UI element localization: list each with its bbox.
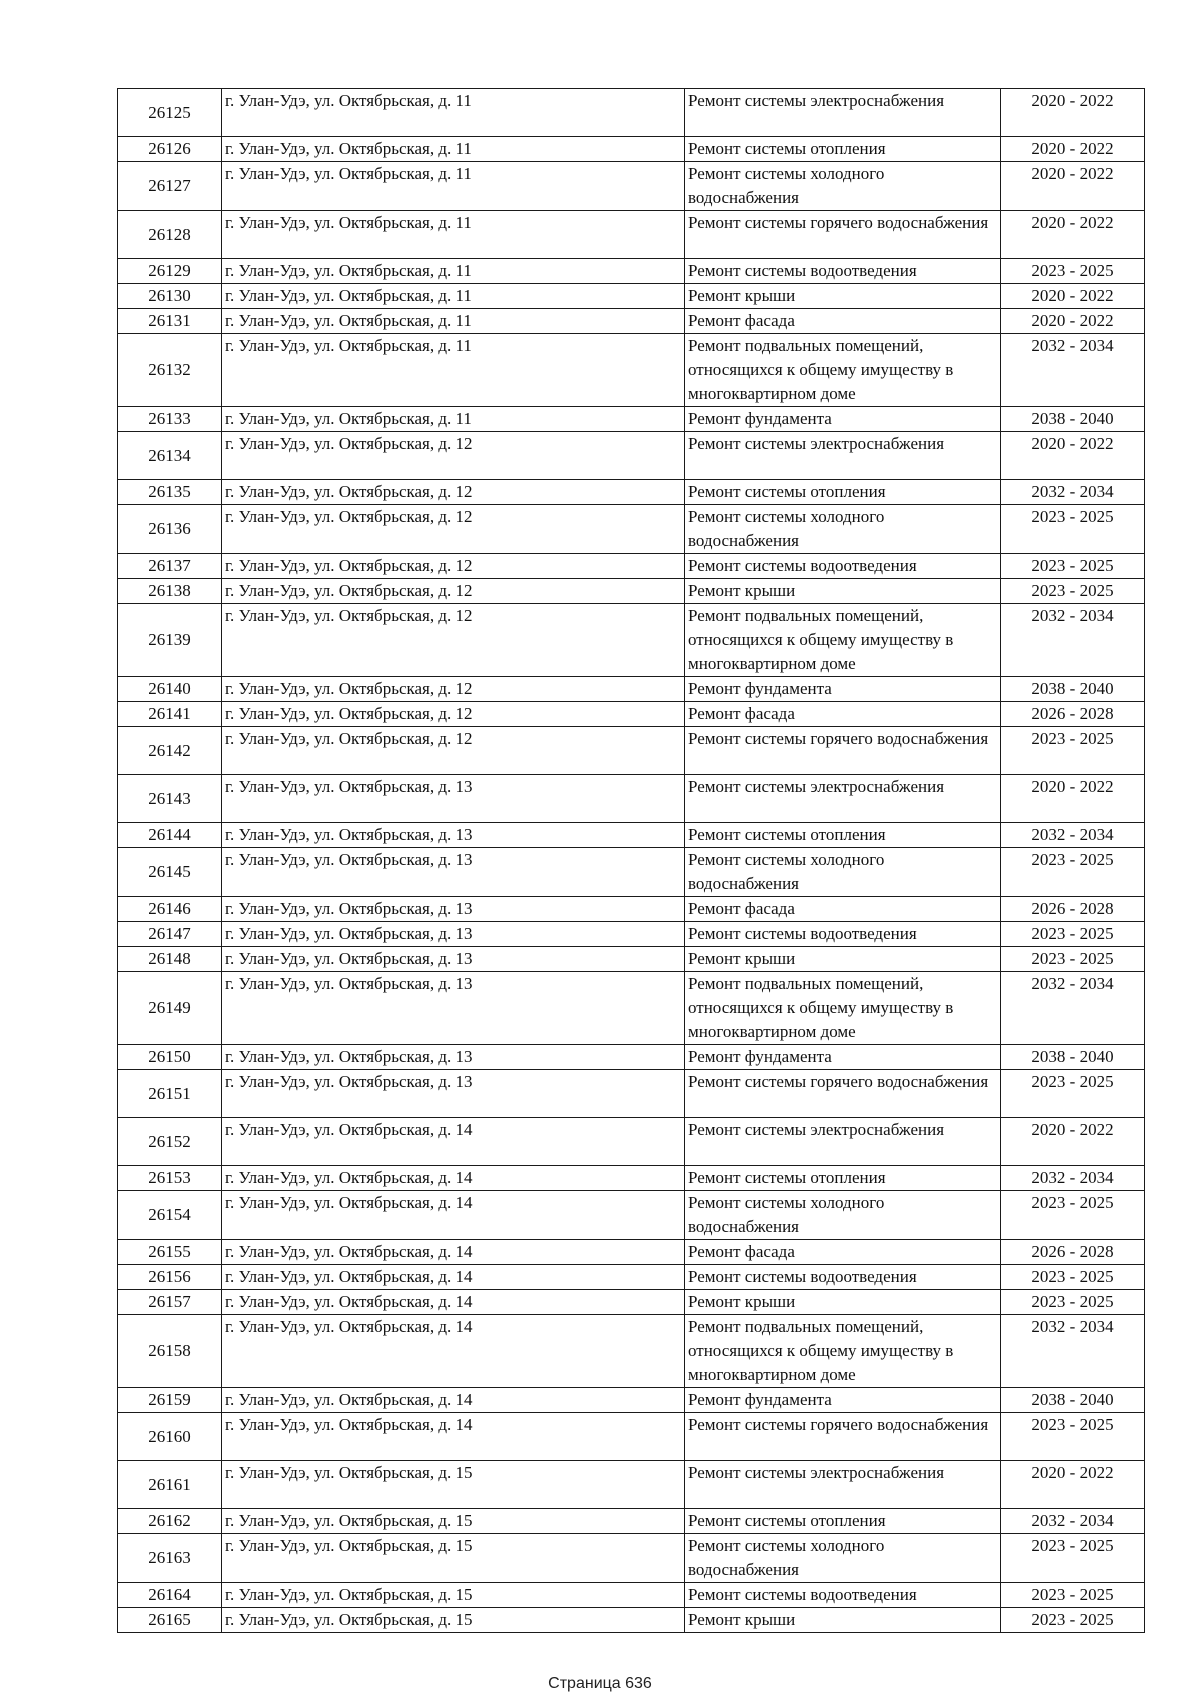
work-type-cell: Ремонт системы отопления — [685, 137, 1001, 162]
row-id-cell: 26152 — [118, 1118, 222, 1166]
work-type-cell: Ремонт системы горячего водоснабжения — [685, 211, 1001, 259]
address-cell: г. Улан-Удэ, ул. Октябрьская, д. 15 — [222, 1509, 685, 1534]
repair-schedule-table — [117, 88, 1145, 1633]
work-type-cell: Ремонт фундамента — [685, 1045, 1001, 1070]
work-type-cell: Ремонт крыши — [685, 284, 1001, 309]
work-type-cell: Ремонт системы электроснабжения — [685, 1461, 1001, 1509]
period-cell: 2023 - 2025 — [1001, 1608, 1145, 1633]
period-cell: 2020 - 2022 — [1001, 284, 1145, 309]
address-cell: г. Улан-Удэ, ул. Октябрьская, д. 13 — [222, 947, 685, 972]
work-type-cell: Ремонт системы водоотведения — [685, 1583, 1001, 1608]
work-type-cell: Ремонт подвальных помещений, относящихся к общему имуществу в многоквартирном доме — [685, 334, 1001, 407]
period-cell: 2023 - 2025 — [1001, 1265, 1145, 1290]
period-cell: 2023 - 2025 — [1001, 922, 1145, 947]
address-cell: г. Улан-Удэ, ул. Октябрьская, д. 11 — [222, 89, 685, 137]
row-id-cell: 26132 — [118, 334, 222, 407]
address-cell: г. Улан-Удэ, ул. Октябрьская, д. 13 — [222, 823, 685, 848]
row-id-cell: 26128 — [118, 211, 222, 259]
work-type-cell: Ремонт крыши — [685, 1290, 1001, 1315]
table-row — [118, 972, 1145, 1045]
period-cell: 2023 - 2025 — [1001, 554, 1145, 579]
row-id-cell: 26149 — [118, 972, 222, 1045]
period-cell: 2023 - 2025 — [1001, 1534, 1145, 1583]
period-cell: 2023 - 2025 — [1001, 1191, 1145, 1240]
row-id-cell: 26163 — [118, 1534, 222, 1583]
period-cell: 2023 - 2025 — [1001, 727, 1145, 775]
table-row — [118, 505, 1145, 554]
work-type-cell: Ремонт системы отопления — [685, 1166, 1001, 1191]
work-type-cell: Ремонт фасада — [685, 309, 1001, 334]
period-cell: 2032 - 2034 — [1001, 334, 1145, 407]
table-row — [118, 1166, 1145, 1191]
row-id-cell: 26159 — [118, 1388, 222, 1413]
row-id-cell: 26139 — [118, 604, 222, 677]
period-cell: 2026 - 2028 — [1001, 702, 1145, 727]
period-cell: 2038 - 2040 — [1001, 1388, 1145, 1413]
work-type-cell: Ремонт системы электроснабжения — [685, 1118, 1001, 1166]
row-id-cell: 26133 — [118, 407, 222, 432]
address-cell: г. Улан-Удэ, ул. Октябрьская, д. 12 — [222, 505, 685, 554]
work-type-cell: Ремонт системы горячего водоснабжения — [685, 1413, 1001, 1461]
address-cell: г. Улан-Удэ, ул. Октябрьская, д. 11 — [222, 137, 685, 162]
address-cell: г. Улан-Удэ, ул. Октябрьская, д. 14 — [222, 1166, 685, 1191]
address-cell: г. Улан-Удэ, ул. Октябрьская, д. 13 — [222, 1045, 685, 1070]
row-id-cell: 26164 — [118, 1583, 222, 1608]
work-type-cell: Ремонт фасада — [685, 1240, 1001, 1265]
row-id-cell: 26125 — [118, 89, 222, 137]
address-cell: г. Улан-Удэ, ул. Октябрьская, д. 13 — [222, 775, 685, 823]
row-id-cell: 26134 — [118, 432, 222, 480]
table-row — [118, 554, 1145, 579]
row-id-cell: 26150 — [118, 1045, 222, 1070]
period-cell: 2038 - 2040 — [1001, 1045, 1145, 1070]
row-id-cell: 26154 — [118, 1191, 222, 1240]
work-type-cell: Ремонт системы отопления — [685, 1509, 1001, 1534]
work-type-cell: Ремонт системы холодного водоснабжения — [685, 1534, 1001, 1583]
work-type-cell: Ремонт системы холодного водоснабжения — [685, 848, 1001, 897]
table-row — [118, 1290, 1145, 1315]
period-cell: 2032 - 2034 — [1001, 1166, 1145, 1191]
period-cell: 2026 - 2028 — [1001, 1240, 1145, 1265]
address-cell: г. Улан-Удэ, ул. Октябрьская, д. 14 — [222, 1290, 685, 1315]
row-id-cell: 26148 — [118, 947, 222, 972]
address-cell: г. Улан-Удэ, ул. Октябрьская, д. 11 — [222, 309, 685, 334]
table-row — [118, 432, 1145, 480]
address-cell: г. Улан-Удэ, ул. Октябрьская, д. 12 — [222, 554, 685, 579]
table-row — [118, 407, 1145, 432]
row-id-cell: 26146 — [118, 897, 222, 922]
work-type-cell: Ремонт системы отопления — [685, 480, 1001, 505]
address-cell: г. Улан-Удэ, ул. Октябрьская, д. 12 — [222, 677, 685, 702]
address-cell: г. Улан-Удэ, ул. Октябрьская, д. 14 — [222, 1265, 685, 1290]
work-type-cell: Ремонт крыши — [685, 579, 1001, 604]
period-cell: 2023 - 2025 — [1001, 579, 1145, 604]
work-type-cell: Ремонт подвальных помещений, относящихся к общему имуществу в многоквартирном доме — [685, 604, 1001, 677]
table-row — [118, 1509, 1145, 1534]
address-cell: г. Улан-Удэ, ул. Октябрьская, д. 15 — [222, 1461, 685, 1509]
table-row — [118, 211, 1145, 259]
period-cell: 2020 - 2022 — [1001, 137, 1145, 162]
address-cell: г. Улан-Удэ, ул. Октябрьская, д. 11 — [222, 211, 685, 259]
table-row — [118, 727, 1145, 775]
table-row — [118, 1070, 1145, 1118]
address-cell: г. Улан-Удэ, ул. Октябрьская, д. 11 — [222, 334, 685, 407]
table-row — [118, 259, 1145, 284]
period-cell: 2032 - 2034 — [1001, 972, 1145, 1045]
work-type-cell: Ремонт подвальных помещений, относящихся к общему имуществу в многоквартирном доме — [685, 972, 1001, 1045]
address-cell: г. Улан-Удэ, ул. Октябрьская, д. 14 — [222, 1191, 685, 1240]
address-cell: г. Улан-Удэ, ул. Октябрьская, д. 12 — [222, 702, 685, 727]
period-cell: 2038 - 2040 — [1001, 677, 1145, 702]
address-cell: г. Улан-Удэ, ул. Октябрьская, д. 15 — [222, 1583, 685, 1608]
work-type-cell: Ремонт системы водоотведения — [685, 1265, 1001, 1290]
table-row — [118, 162, 1145, 211]
table-row — [118, 1315, 1145, 1388]
address-cell: г. Улан-Удэ, ул. Октябрьская, д. 15 — [222, 1608, 685, 1633]
address-cell: г. Улан-Удэ, ул. Октябрьская, д. 14 — [222, 1388, 685, 1413]
address-cell: г. Улан-Удэ, ул. Октябрьская, д. 11 — [222, 284, 685, 309]
address-cell: г. Улан-Удэ, ул. Октябрьская, д. 11 — [222, 162, 685, 211]
period-cell: 2020 - 2022 — [1001, 775, 1145, 823]
work-type-cell: Ремонт системы холодного водоснабжения — [685, 1191, 1001, 1240]
table-row — [118, 284, 1145, 309]
period-cell: 2032 - 2034 — [1001, 604, 1145, 677]
period-cell: 2020 - 2022 — [1001, 432, 1145, 480]
period-cell: 2023 - 2025 — [1001, 505, 1145, 554]
address-cell: г. Улан-Удэ, ул. Октябрьская, д. 12 — [222, 480, 685, 505]
period-cell: 2023 - 2025 — [1001, 1583, 1145, 1608]
table-row — [118, 1191, 1145, 1240]
work-type-cell: Ремонт системы горячего водоснабжения — [685, 1070, 1001, 1118]
table-row — [118, 702, 1145, 727]
period-cell: 2038 - 2040 — [1001, 407, 1145, 432]
table-row — [118, 1118, 1145, 1166]
row-id-cell: 26127 — [118, 162, 222, 211]
table-row — [118, 1583, 1145, 1608]
work-type-cell: Ремонт фасада — [685, 702, 1001, 727]
period-cell: 2020 - 2022 — [1001, 1461, 1145, 1509]
work-type-cell: Ремонт системы водоотведения — [685, 554, 1001, 579]
table-row — [118, 775, 1145, 823]
row-id-cell: 26143 — [118, 775, 222, 823]
period-cell: 2023 - 2025 — [1001, 947, 1145, 972]
period-cell: 2032 - 2034 — [1001, 1509, 1145, 1534]
table-row — [118, 823, 1145, 848]
address-cell: г. Улан-Удэ, ул. Октябрьская, д. 12 — [222, 604, 685, 677]
table-row — [118, 579, 1145, 604]
row-id-cell: 26129 — [118, 259, 222, 284]
work-type-cell: Ремонт системы электроснабжения — [685, 775, 1001, 823]
work-type-cell: Ремонт системы горячего водоснабжения — [685, 727, 1001, 775]
period-cell: 2020 - 2022 — [1001, 89, 1145, 137]
address-cell: г. Улан-Удэ, ул. Октябрьская, д. 15 — [222, 1534, 685, 1583]
table-body — [118, 89, 1145, 1633]
table-row — [118, 922, 1145, 947]
row-id-cell: 26131 — [118, 309, 222, 334]
period-cell: 2023 - 2025 — [1001, 1070, 1145, 1118]
row-id-cell: 26144 — [118, 823, 222, 848]
address-cell: г. Улан-Удэ, ул. Октябрьская, д. 14 — [222, 1118, 685, 1166]
period-cell: 2032 - 2034 — [1001, 823, 1145, 848]
row-id-cell: 26161 — [118, 1461, 222, 1509]
table-row — [118, 1045, 1145, 1070]
work-type-cell: Ремонт фасада — [685, 897, 1001, 922]
row-id-cell: 26142 — [118, 727, 222, 775]
period-cell: 2023 - 2025 — [1001, 259, 1145, 284]
address-cell: г. Улан-Удэ, ул. Октябрьская, д. 13 — [222, 848, 685, 897]
table-row — [118, 1608, 1145, 1633]
period-cell: 2023 - 2025 — [1001, 1413, 1145, 1461]
row-id-cell: 26136 — [118, 505, 222, 554]
table-row — [118, 604, 1145, 677]
address-cell: г. Улан-Удэ, ул. Октябрьская, д. 14 — [222, 1413, 685, 1461]
address-cell: г. Улан-Удэ, ул. Октябрьская, д. 12 — [222, 579, 685, 604]
table-row — [118, 480, 1145, 505]
table-row — [118, 947, 1145, 972]
row-id-cell: 26137 — [118, 554, 222, 579]
period-cell: 2032 - 2034 — [1001, 1315, 1145, 1388]
period-cell: 2020 - 2022 — [1001, 309, 1145, 334]
address-cell: г. Улан-Удэ, ул. Октябрьская, д. 12 — [222, 432, 685, 480]
address-cell: г. Улан-Удэ, ул. Октябрьская, д. 13 — [222, 972, 685, 1045]
address-cell: г. Улан-Удэ, ул. Октябрьская, д. 11 — [222, 259, 685, 284]
period-cell: 2023 - 2025 — [1001, 848, 1145, 897]
table-row — [118, 848, 1145, 897]
row-id-cell: 26160 — [118, 1413, 222, 1461]
work-type-cell: Ремонт системы холодного водоснабжения — [685, 162, 1001, 211]
work-type-cell: Ремонт системы водоотведения — [685, 259, 1001, 284]
table-row — [118, 1265, 1145, 1290]
table-row — [118, 334, 1145, 407]
row-id-cell: 26156 — [118, 1265, 222, 1290]
work-type-cell: Ремонт системы водоотведения — [685, 922, 1001, 947]
table-row — [118, 309, 1145, 334]
row-id-cell: 26126 — [118, 137, 222, 162]
page-number: Страница 636 — [548, 1675, 652, 1692]
row-id-cell: 26147 — [118, 922, 222, 947]
address-cell: г. Улан-Удэ, ул. Октябрьская, д. 14 — [222, 1315, 685, 1388]
address-cell: г. Улан-Удэ, ул. Октябрьская, д. 11 — [222, 407, 685, 432]
work-type-cell: Ремонт фундамента — [685, 1388, 1001, 1413]
row-id-cell: 26135 — [118, 480, 222, 505]
row-id-cell: 26138 — [118, 579, 222, 604]
table-row — [118, 1534, 1145, 1583]
table-row — [118, 1413, 1145, 1461]
table-row — [118, 1240, 1145, 1265]
period-cell: 2020 - 2022 — [1001, 162, 1145, 211]
row-id-cell: 26157 — [118, 1290, 222, 1315]
period-cell: 2020 - 2022 — [1001, 211, 1145, 259]
table-row — [118, 1461, 1145, 1509]
work-type-cell: Ремонт системы электроснабжения — [685, 432, 1001, 480]
row-id-cell: 26165 — [118, 1608, 222, 1633]
row-id-cell: 26140 — [118, 677, 222, 702]
row-id-cell: 26151 — [118, 1070, 222, 1118]
period-cell: 2026 - 2028 — [1001, 897, 1145, 922]
table-row — [118, 1388, 1145, 1413]
row-id-cell: 26158 — [118, 1315, 222, 1388]
row-id-cell: 26130 — [118, 284, 222, 309]
address-cell: г. Улан-Удэ, ул. Октябрьская, д. 13 — [222, 897, 685, 922]
address-cell: г. Улан-Удэ, ул. Октябрьская, д. 13 — [222, 922, 685, 947]
row-id-cell: 26155 — [118, 1240, 222, 1265]
row-id-cell: 26145 — [118, 848, 222, 897]
work-type-cell: Ремонт крыши — [685, 1608, 1001, 1633]
work-type-cell: Ремонт фундамента — [685, 677, 1001, 702]
table-row — [118, 897, 1145, 922]
row-id-cell: 26162 — [118, 1509, 222, 1534]
work-type-cell: Ремонт системы электроснабжения — [685, 89, 1001, 137]
table-row — [118, 677, 1145, 702]
table-row — [118, 137, 1145, 162]
row-id-cell: 26141 — [118, 702, 222, 727]
work-type-cell: Ремонт фундамента — [685, 407, 1001, 432]
work-type-cell: Ремонт системы холодного водоснабжения — [685, 505, 1001, 554]
period-cell: 2032 - 2034 — [1001, 480, 1145, 505]
period-cell: 2023 - 2025 — [1001, 1290, 1145, 1315]
period-cell: 2020 - 2022 — [1001, 1118, 1145, 1166]
row-id-cell: 26153 — [118, 1166, 222, 1191]
address-cell: г. Улан-Удэ, ул. Октябрьская, д. 14 — [222, 1240, 685, 1265]
address-cell: г. Улан-Удэ, ул. Октябрьская, д. 13 — [222, 1070, 685, 1118]
table-row — [118, 89, 1145, 137]
work-type-cell: Ремонт крыши — [685, 947, 1001, 972]
work-type-cell: Ремонт системы отопления — [685, 823, 1001, 848]
work-type-cell: Ремонт подвальных помещений, относящихся к общему имуществу в многоквартирном доме — [685, 1315, 1001, 1388]
address-cell: г. Улан-Удэ, ул. Октябрьская, д. 12 — [222, 727, 685, 775]
